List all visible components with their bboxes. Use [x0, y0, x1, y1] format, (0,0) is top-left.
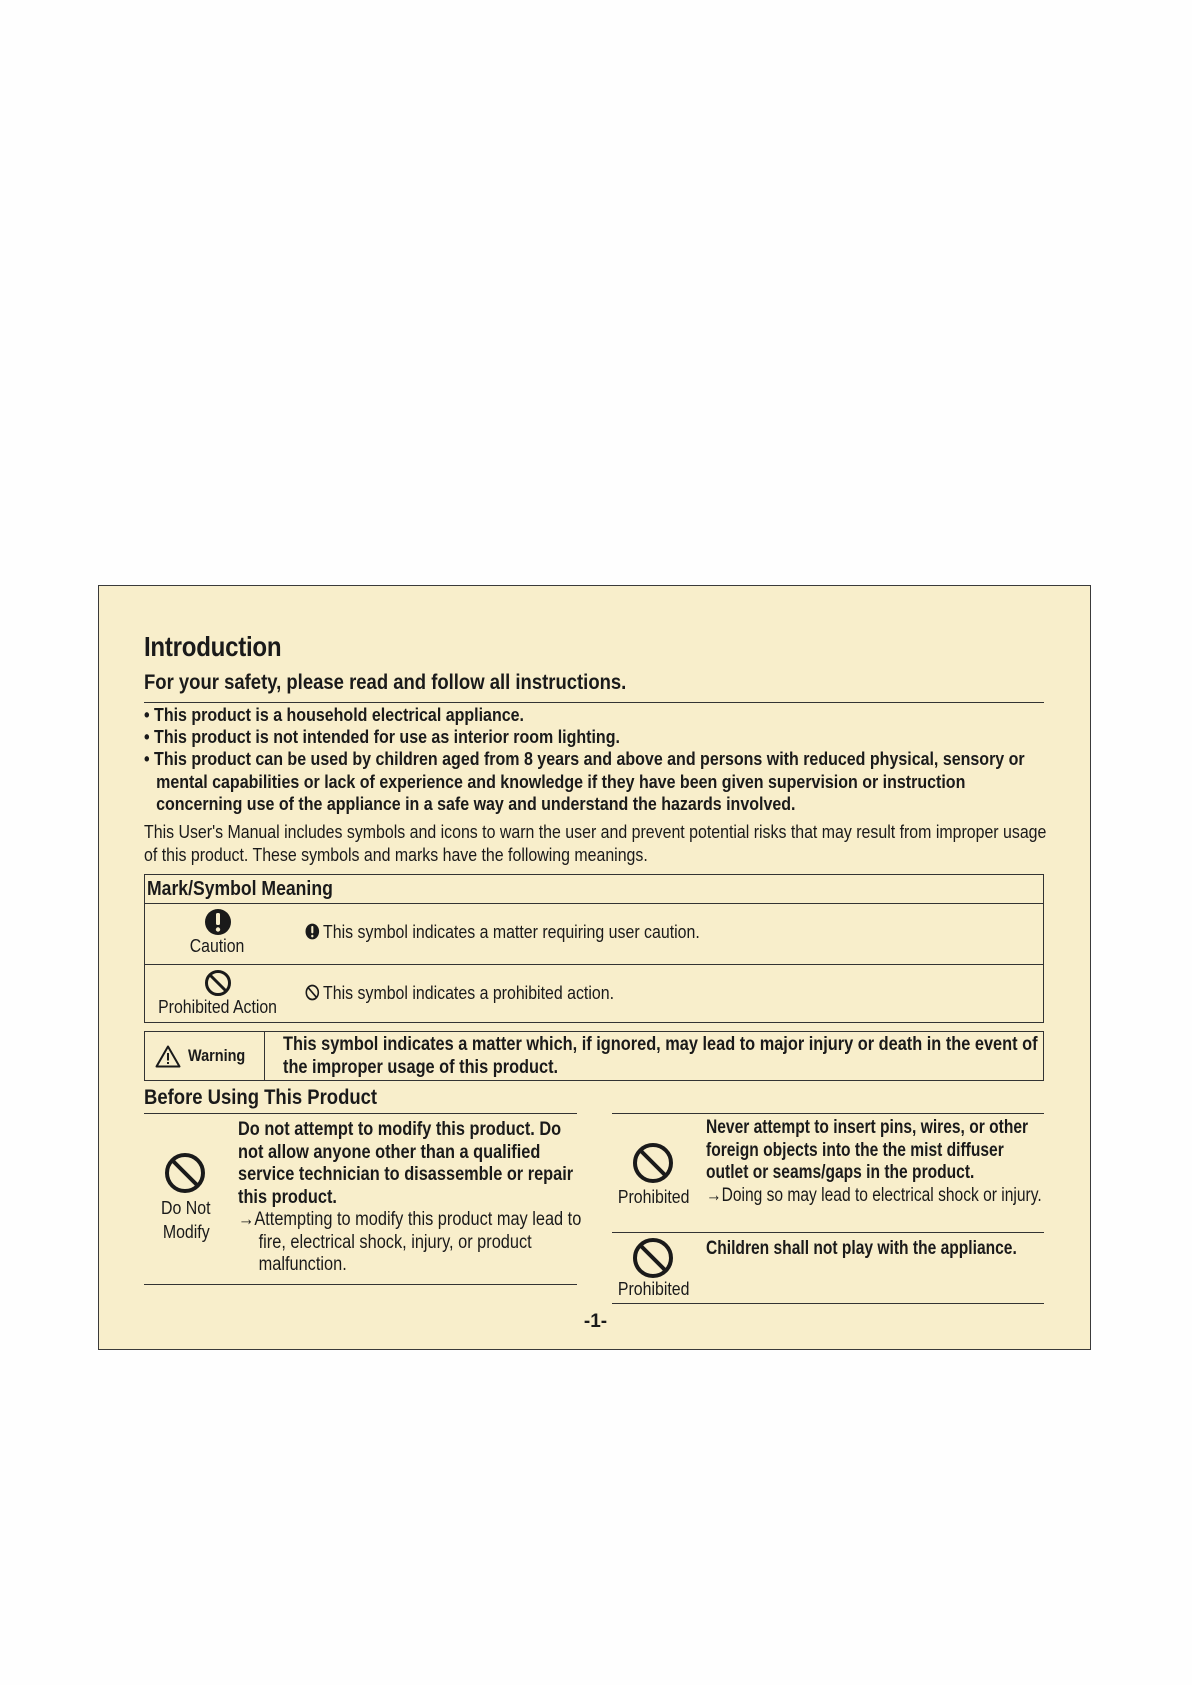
- warning-triangle-icon: [155, 1045, 181, 1068]
- warning-badge: [145, 1032, 265, 1080]
- bullet-list: [144, 704, 1044, 815]
- item-bold-text: Never attempt to insert pins, wires, or other foreign objects into the the mist diffuser outlet or seams/gaps in the product.: [706, 1117, 1029, 1183]
- bullet-item: • This product can be used by children aged from 8 years and above and persons with reduced physical, sensory or mental capabilities or lack of experience and knowledge if they have been given supervision or instruction concerning use of the appliance in a safe way and understand the hazards involved.: [144, 748, 1025, 814]
- item-text: [706, 1117, 1046, 1207]
- symbol-table: [144, 874, 1044, 1023]
- safety-subtitle: For your safety, please read and follow all instructions.: [144, 671, 627, 694]
- do-not-modify-item: [144, 1113, 582, 1285]
- manual-page: [98, 585, 1091, 1350]
- item-label: Do Not Modify: [161, 1197, 211, 1242]
- symbol-row-prohibited: [145, 964, 1043, 1022]
- item-text: [706, 1238, 1026, 1261]
- prohibited-icon: [305, 984, 320, 1001]
- before-using-heading: Before Using This Product: [144, 1086, 378, 1109]
- warning-box: [144, 1031, 1044, 1081]
- prohibited-icon: [204, 969, 232, 997]
- prohibited-item-children: [612, 1233, 1044, 1304]
- symbol-description: This symbol indicates a matter requiring user caution.: [305, 921, 700, 943]
- symbol-label: Prohibited Action: [158, 997, 277, 1017]
- prohibited-icon: [164, 1152, 206, 1194]
- right-items: [612, 1113, 1044, 1304]
- bullet-item: • This product is not intended for use as interior room lighting.: [144, 726, 620, 748]
- subtitle-rule: [144, 671, 1044, 703]
- page-title: Introduction: [144, 631, 282, 662]
- prohibited-item-objects: [612, 1113, 1044, 1233]
- symbol-description: This symbol indicates a prohibited action.: [305, 982, 614, 1004]
- page-number: -1-: [583, 1311, 608, 1332]
- warning-label: Warning: [188, 1046, 246, 1065]
- item-text: [238, 1119, 582, 1277]
- symbol-label: Caution: [190, 936, 245, 956]
- warning-text: This symbol indicates a matter which, if ignored, may lead to major injury or death in the event of the improper usage of this product.: [283, 1034, 1038, 1078]
- exclamation-circle-icon: [204, 908, 232, 936]
- intro-paragraph: This User's Manual includes symbols and icons to warn the user and prevent potential risks that may result from improper usage of this product. These symbols and marks have the following meanings.: [144, 821, 1047, 865]
- item-label: Prohibited: [618, 1278, 690, 1299]
- prohibited-icon: [632, 1142, 674, 1184]
- item-bold-text: Do not attempt to modify this product. Do not allow anyone other than a qualified service technician to disassemble or repair this product.: [238, 1119, 574, 1208]
- item-bold-text: Children shall not play with the appliance.: [706, 1238, 1017, 1259]
- exclamation-circle-icon: [305, 923, 320, 940]
- item-label: Prohibited: [618, 1186, 690, 1207]
- prohibited-icon: [632, 1237, 674, 1279]
- symbol-row-caution: [145, 904, 1043, 964]
- item-arrow-note: →Attempting to modify this product may lead to fire, electrical shock, injury, or product malfunction.: [238, 1209, 582, 1275]
- bullet-item: • This product is a household electrical appliance.: [144, 704, 524, 725]
- symbol-table-header: Mark/Symbol Meaning: [145, 875, 1043, 904]
- item-arrow-note: →Doing so may lead to electrical shock or injury.: [706, 1184, 1042, 1206]
